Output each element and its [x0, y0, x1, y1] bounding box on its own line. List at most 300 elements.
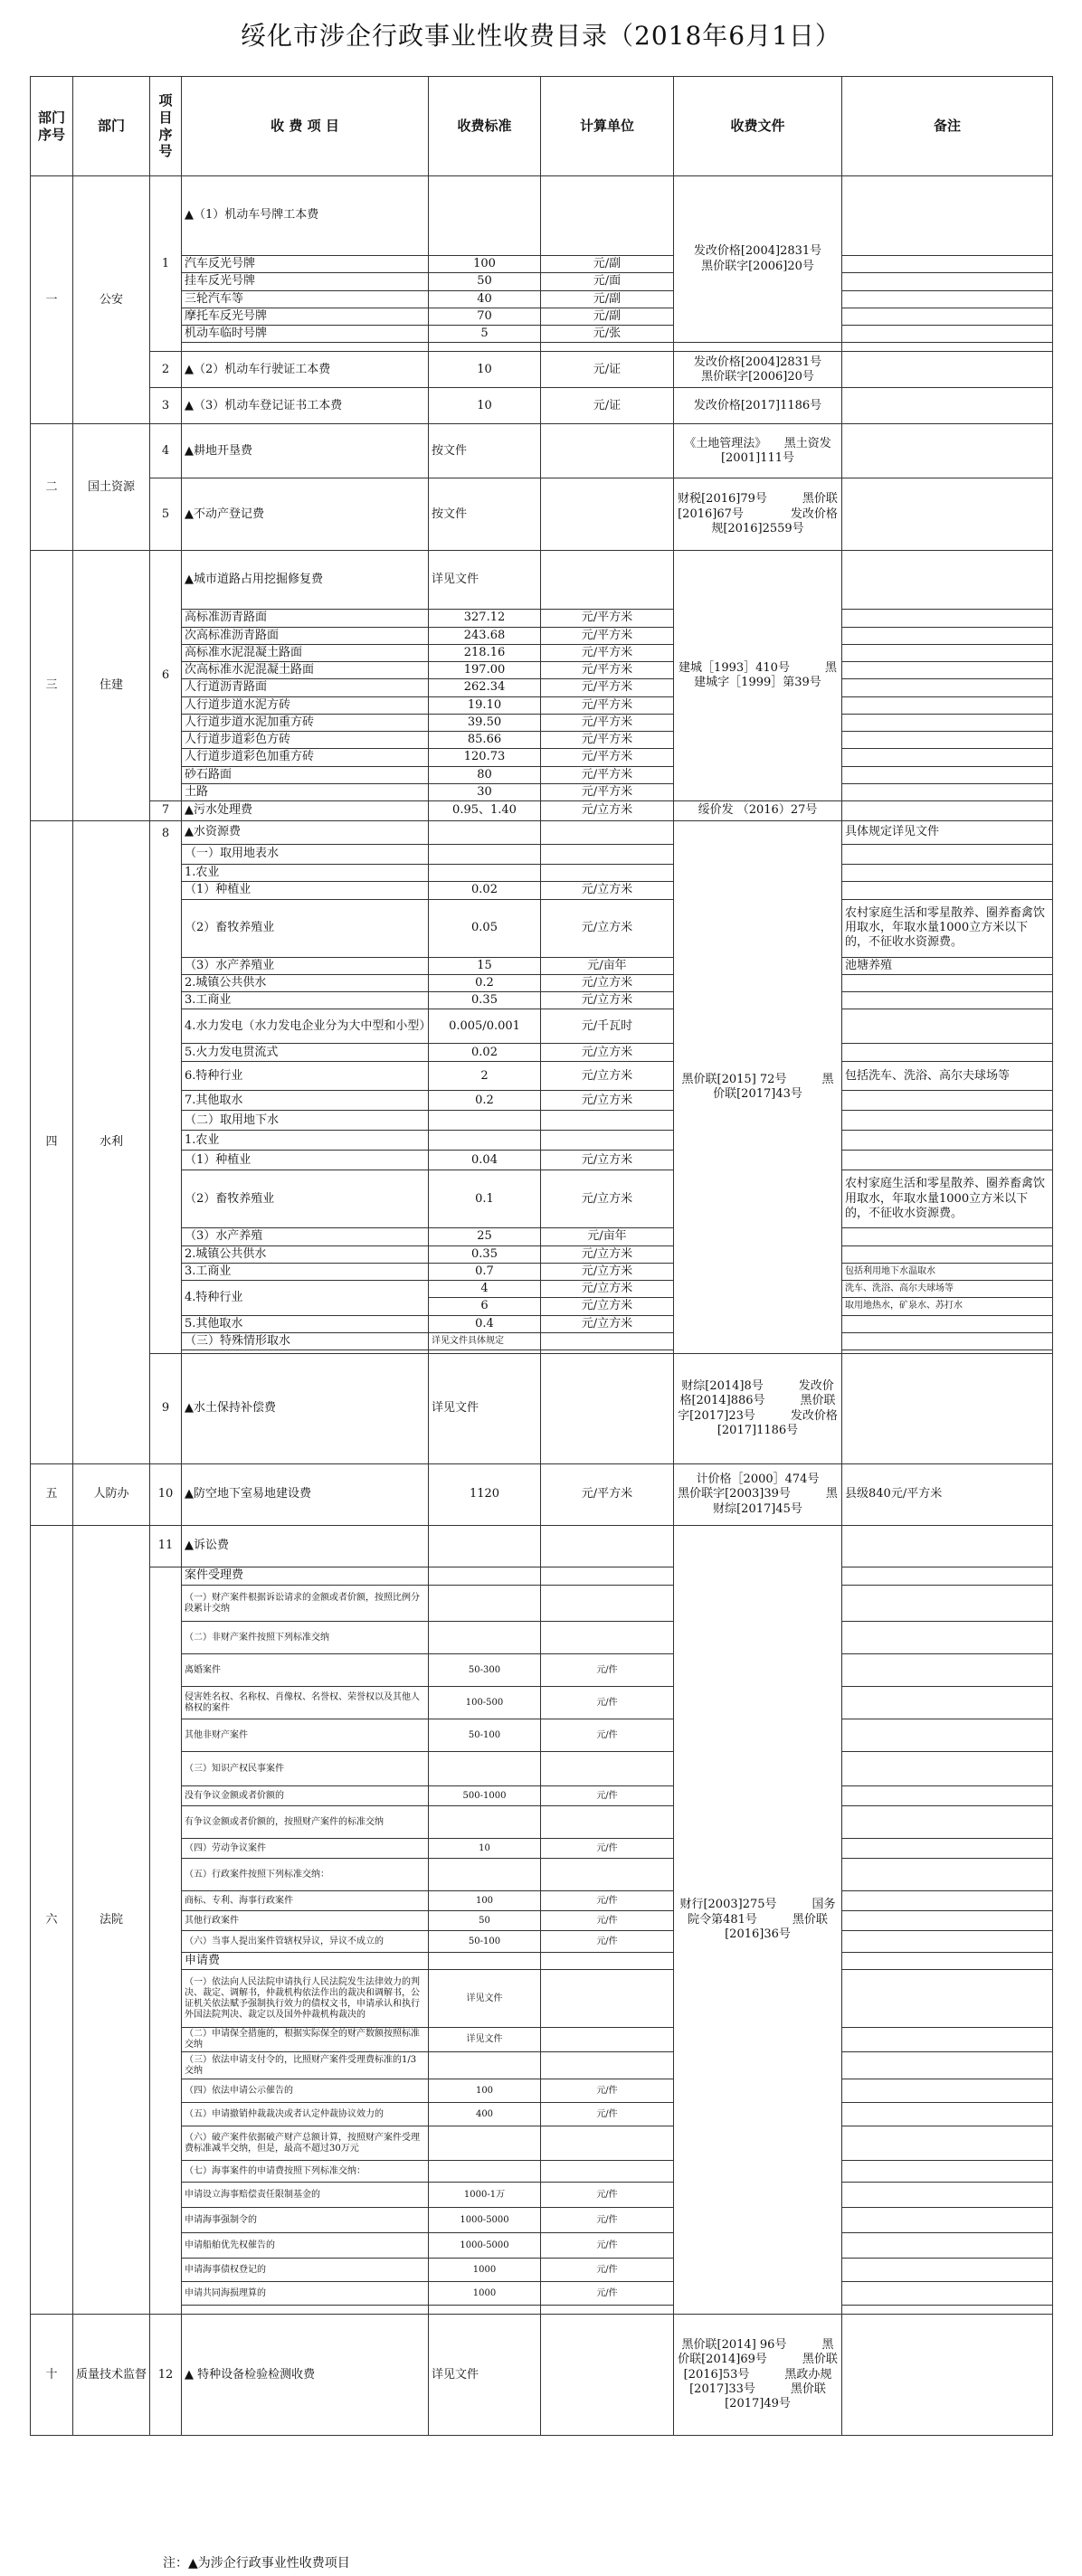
doc-cell: 财综[2014]8号 发改价格[2014]886号 黑价联字[2017]23号 发改价格[2017]1186号 — [674, 1354, 842, 1464]
table-row — [31, 2052, 1053, 2079]
dept-no-cell: 四 — [31, 821, 73, 1464]
table-row — [31, 308, 1053, 325]
item-name-cell: 人行道沥青路面 — [182, 679, 429, 696]
table-row — [31, 1009, 1053, 1044]
table-row — [31, 696, 1053, 714]
unit-cell: 元/平方米 — [541, 714, 674, 731]
standard-cell: 1000 — [429, 2259, 541, 2282]
standard-cell — [429, 2126, 541, 2161]
item-name-cell: 摩托车反光号牌 — [182, 308, 429, 325]
standard-cell: 0.02 — [429, 882, 541, 899]
item-name-cell: 人行道步道彩色方砖 — [182, 732, 429, 749]
header-row — [31, 77, 1053, 176]
unit-cell: 元/平方米 — [541, 627, 674, 644]
item-name-cell: ▲水土保持补偿费 — [182, 1354, 429, 1464]
unit-cell — [541, 1567, 674, 1586]
table-row — [31, 273, 1053, 290]
standard-cell: 120.73 — [429, 749, 541, 766]
note-cell — [842, 1091, 1053, 1111]
unit-cell: 元/平方米 — [541, 732, 674, 749]
note-cell — [842, 1228, 1053, 1245]
item-name-cell: 人行道步道彩色加重方砖 — [182, 749, 429, 766]
unit-cell: 元/立方米 — [541, 1151, 674, 1170]
unit-cell — [541, 845, 674, 865]
standard-cell — [429, 1131, 541, 1151]
item-name-cell: 6.特种行业 — [182, 1062, 429, 1091]
section-water — [31, 821, 1053, 1464]
table-row — [31, 1859, 1053, 1891]
unit-cell: 元/立方米 — [541, 1062, 674, 1091]
standard-cell — [429, 1586, 541, 1622]
table-row — [31, 714, 1053, 731]
standard-cell: 0.95、1.40 — [429, 801, 541, 821]
unit-cell: 元/平方米 — [541, 679, 674, 696]
standard-cell: 10 — [429, 1839, 541, 1859]
standard-cell — [429, 1622, 541, 1654]
standard-cell — [429, 1111, 541, 1131]
standard-cell: 39.50 — [429, 714, 541, 731]
item-name-cell: （2）畜牧养殖业 — [182, 899, 429, 957]
item-name-cell: 人行道步道水泥加重方砖 — [182, 714, 429, 731]
standard-cell — [429, 2161, 541, 2183]
item-name-cell: （三）特殊情形取水 — [182, 1332, 429, 1350]
item-name-cell: 没有争议金额或者价额的 — [182, 1786, 429, 1806]
unit-cell: 元/证 — [541, 388, 674, 424]
standard-cell — [429, 1567, 541, 1586]
item-name-cell: 申请设立海事赔偿责任限制基金的 — [182, 2183, 429, 2208]
item-name-cell: （五）行政案件按照下列标准交纳： — [182, 1859, 429, 1891]
item-no-cell: 6 — [150, 551, 182, 801]
table-row — [31, 2028, 1053, 2052]
standard-cell: 243.68 — [429, 627, 541, 644]
item-name-cell: 申请共同海损理算的 — [182, 2282, 429, 2306]
item-name-cell: 3.工商业 — [182, 992, 429, 1009]
header-unit: 计算单位 — [541, 77, 674, 176]
standard-cell: 80 — [429, 766, 541, 783]
dept-no-cell: 一 — [31, 176, 73, 424]
dept-name-cell: 质量技术监督 — [73, 2315, 150, 2436]
note-cell: 县级840元/平方米 — [842, 1464, 1053, 1526]
standard-cell: 327.12 — [429, 610, 541, 627]
header-standard: 收费标准 — [429, 77, 541, 176]
standard-cell: 详见文件 — [429, 2028, 541, 2052]
note-cell — [842, 865, 1053, 882]
standard-cell: 详见文件 — [429, 1970, 541, 2028]
item-name-cell: 5.火力发电贯流式 — [182, 1044, 429, 1062]
table-row — [31, 1839, 1053, 1859]
doc-cell: 发改价格[2004]2831号 黑价联字[2006]20号 — [674, 352, 842, 388]
dept-name-cell: 法院 — [73, 1526, 150, 2315]
standard-cell — [429, 1859, 541, 1891]
table-row — [31, 551, 1053, 610]
dept-name-cell: 住建 — [73, 551, 150, 821]
item-name-cell: ▲水资源费 — [182, 821, 429, 845]
item-name-cell: （四）劳动争议案件 — [182, 1839, 429, 1859]
dept-no-cell: 二 — [31, 424, 73, 551]
note-cell: 包括利用地下水温取水 — [842, 1263, 1053, 1280]
table-row — [31, 2306, 1053, 2315]
unit-cell: 元/件 — [541, 2103, 674, 2126]
note-cell: 农村家庭生活和零星散养、圈养畜禽饮用取水，年取水量1000立方米以下的，不征收水资源费。 — [842, 899, 1053, 957]
note-cell: 具体规定详见文件 — [842, 821, 1053, 845]
table-row — [31, 1970, 1053, 2028]
page-title: 绥化市涉企行政事业性收费目录（2018年6月1日） — [241, 21, 841, 51]
standard-cell: 50 — [429, 273, 541, 290]
standard-cell: 按文件 — [429, 478, 541, 551]
standard-cell: 50-100 — [429, 1931, 541, 1953]
table-row — [31, 732, 1053, 749]
standard-cell: 0.35 — [429, 992, 541, 1009]
standard-cell: 50 — [429, 1911, 541, 1931]
unit-cell: 元/副 — [541, 256, 674, 273]
unit-cell: 元/件 — [541, 2233, 674, 2259]
note-cell — [842, 845, 1053, 865]
table-row — [31, 2126, 1053, 2161]
item-name-cell: 7.其他取水 — [182, 1091, 429, 1111]
unit-cell: 元/平方米 — [541, 1464, 674, 1526]
item-name-cell: 3.工商业 — [182, 1263, 429, 1280]
item-name-cell: （六）破产案件依据破产财产总额计算，按照财产案件受理费标准减半交纳，但是，最高不超过30万元 — [182, 2126, 429, 2161]
unit-cell: 元/件 — [541, 2259, 674, 2282]
table-row — [31, 1931, 1053, 1953]
table-row — [31, 766, 1053, 783]
doc-cell: 财税[2016]79号 黑价联[2016]67号 发改价格规[2016]2559号 — [674, 478, 842, 551]
item-name-cell: （3）水产养殖业 — [182, 957, 429, 974]
unit-cell: 元/平方米 — [541, 766, 674, 783]
item-name-cell: 4.水力发电（水力发电企业分为大中型和小型） — [182, 1009, 429, 1044]
item-no-cell: 12 — [150, 2315, 182, 2436]
unit-cell: 元/平方米 — [541, 610, 674, 627]
unit-cell: 元/件 — [541, 2282, 674, 2306]
standard-cell: 0.1 — [429, 1170, 541, 1228]
unit-cell: 元/件 — [541, 2208, 674, 2233]
standard-cell: 1120 — [429, 1464, 541, 1526]
table-row — [31, 1151, 1053, 1170]
standard-cell: 1000-5000 — [429, 2208, 541, 2233]
table-row — [31, 1687, 1053, 1719]
unit-cell: 元/立方米 — [541, 899, 674, 957]
table-row — [31, 1245, 1053, 1263]
item-name-cell: 离婚案件 — [182, 1654, 429, 1687]
standard-cell: 15 — [429, 957, 541, 974]
table-row — [31, 1062, 1053, 1091]
section-quality — [31, 2315, 1053, 2436]
dept-no-cell: 三 — [31, 551, 73, 821]
standard-cell: 100-500 — [429, 1687, 541, 1719]
item-name-cell: 机动车临时号牌 — [182, 326, 429, 343]
note-cell — [842, 1245, 1053, 1263]
standard-cell: 25 — [429, 1228, 541, 1245]
item-name-cell: ▲污水处理费 — [182, 801, 429, 821]
item-name-cell: 1.农业 — [182, 1131, 429, 1151]
unit-cell: 元/件 — [541, 1654, 674, 1687]
item-name-cell: （四）依法申请公示催告的 — [182, 2079, 429, 2103]
table-row — [31, 290, 1053, 308]
dept-no-cell: 五 — [31, 1464, 73, 1526]
item-name-cell: 次高标准水泥混凝土路面 — [182, 662, 429, 679]
unit-cell: 元/件 — [541, 1911, 674, 1931]
standard-cell: 0.04 — [429, 1151, 541, 1170]
header-note: 备注 — [842, 77, 1053, 176]
unit-cell: 元/亩年 — [541, 957, 674, 974]
standard-cell: 0.02 — [429, 1044, 541, 1062]
table-row — [31, 352, 1053, 388]
section-land — [31, 424, 1053, 551]
standard-cell: 40 — [429, 290, 541, 308]
item-name-cell: ▲ 特种设备检验检测收费 — [182, 2315, 429, 2436]
item-name-cell: （三）知识产权民事案件 — [182, 1752, 429, 1786]
unit-cell: 元/副 — [541, 308, 674, 325]
note-cell: 包括洗车、洗浴、高尔夫球场等 — [842, 1062, 1053, 1091]
item-name-cell: （3）水产养殖 — [182, 1228, 429, 1245]
table-row — [31, 1752, 1053, 1786]
item-name-cell: 商标、专利、海事行政案件 — [182, 1891, 429, 1911]
standard-cell: 10 — [429, 352, 541, 388]
table-row — [31, 845, 1053, 865]
table-row — [31, 2282, 1053, 2306]
note-cell — [842, 1131, 1053, 1151]
doc-cell: 建城［1993］410号 黑建城字［1999］第39号 — [674, 551, 842, 801]
dept-no-cell: 十 — [31, 2315, 73, 2436]
table-row — [31, 1586, 1053, 1622]
table-row — [31, 865, 1053, 882]
item-no-cell: 4 — [150, 424, 182, 478]
unit-cell — [541, 1752, 674, 1786]
section-court — [31, 1526, 1053, 2315]
item-name-cell: （一）依法向人民法院申请执行人民法院发生法律效力的判决、裁定、调解书，仲裁机构依法作出的裁决和调解书，公证机关依法赋予强制执行效力的债权文书，申请承认和执行外国法院判决、裁定以及国外仲裁机构裁决的 — [182, 1970, 429, 2028]
item-name-cell: （2）畜牧养殖业 — [182, 1170, 429, 1228]
table-row — [31, 478, 1053, 551]
doc-cell: 绥价发 （2016）27号 — [674, 801, 842, 821]
table-row — [31, 679, 1053, 696]
table-row — [31, 627, 1053, 644]
item-no-cell: 5 — [150, 478, 182, 551]
table-row — [31, 1170, 1053, 1228]
item-name-cell: 1.农业 — [182, 865, 429, 882]
fee-table — [30, 76, 1053, 2436]
standard-cell: 0.05 — [429, 899, 541, 957]
unit-cell: 元/亩年 — [541, 1228, 674, 1245]
item-name-cell: （1）种植业 — [182, 1151, 429, 1170]
table-row — [31, 1281, 1053, 1298]
unit-cell: 元/件 — [541, 1891, 674, 1911]
item-no-cell: 3 — [150, 388, 182, 424]
unit-cell — [541, 1953, 674, 1970]
unit-cell: 元/张 — [541, 326, 674, 343]
table-row — [31, 1111, 1053, 1131]
item-name-cell: ▲（3）机动车登记证书工本费 — [182, 388, 429, 424]
standard-cell: 4 — [429, 1281, 541, 1298]
standard-cell: 详见文件 — [429, 2315, 541, 2436]
standard-cell: 85.66 — [429, 732, 541, 749]
standard-cell — [429, 1806, 541, 1839]
unit-cell — [541, 1806, 674, 1839]
item-name-cell: 挂车反光号牌 — [182, 273, 429, 290]
unit-cell: 元/件 — [541, 1786, 674, 1806]
standard-cell — [429, 2052, 541, 2079]
standard-cell: 按文件 — [429, 424, 541, 478]
table-row — [31, 1654, 1053, 1687]
table-row — [31, 974, 1053, 991]
unit-cell — [541, 1859, 674, 1891]
standard-cell: 0.2 — [429, 1091, 541, 1111]
item-name-cell: 侵害姓名权、名称权、肖像权、名誉权、荣誉权以及其他人格权的案件 — [182, 1687, 429, 1719]
item-name-cell: ▲（1）机动车号牌工本费 — [182, 176, 429, 256]
note-cell — [842, 1111, 1053, 1131]
table-row — [31, 1044, 1053, 1062]
note-cell — [842, 974, 1053, 991]
unit-cell: 元/千瓦时 — [541, 1009, 674, 1044]
unit-cell: 元/副 — [541, 290, 674, 308]
standard-cell: 197.00 — [429, 662, 541, 679]
standard-cell: 0.4 — [429, 1315, 541, 1332]
standard-cell: 0.2 — [429, 974, 541, 991]
unit-cell: 元/件 — [541, 1719, 674, 1752]
table-row — [31, 1091, 1053, 1111]
note-cell — [842, 1044, 1053, 1062]
item-no-cell: 1 — [150, 176, 182, 352]
unit-cell: 元/立方米 — [541, 882, 674, 899]
table-row — [31, 2079, 1053, 2103]
unit-cell: 元/面 — [541, 273, 674, 290]
item-no-cell: 7 — [150, 801, 182, 821]
unit-cell: 元/立方米 — [541, 801, 674, 821]
standard-cell: 500-1000 — [429, 1786, 541, 1806]
table-row — [31, 1354, 1053, 1464]
table-row — [31, 1131, 1053, 1151]
item-name-cell: 汽车反光号牌 — [182, 256, 429, 273]
header-item: 收 费 项 目 — [182, 77, 429, 176]
dept-name-cell: 水利 — [73, 821, 150, 1464]
unit-cell: 元/立方米 — [541, 1170, 674, 1228]
item-name-cell: 人行道步道水泥方砖 — [182, 696, 429, 714]
item-name-cell: 高标准沥青路面 — [182, 610, 429, 627]
item-name-cell: ▲诉讼费 — [182, 1526, 429, 1567]
unit-cell — [541, 865, 674, 882]
item-name-cell: ▲城市道路占用挖掘修复费 — [182, 551, 429, 610]
table-row — [31, 1464, 1053, 1526]
table-row — [31, 1228, 1053, 1245]
unit-cell: 元/立方米 — [541, 1281, 674, 1298]
table-row — [31, 2161, 1053, 2183]
item-name-cell: ▲不动产登记费 — [182, 478, 429, 551]
table-row — [31, 256, 1053, 273]
note-cell: 洗车、洗浴、高尔夫球场等 — [842, 1281, 1053, 1298]
header-doc: 收费文件 — [674, 77, 842, 176]
table-row — [31, 1332, 1053, 1350]
doc-cell: 黑价联[2014] 96号 黑价联[2014]69号 黑价联[2016]53号 黑政办规[2017]33号 黑价联[2017]49号 — [674, 2315, 842, 2436]
table-row — [31, 992, 1053, 1009]
unit-cell: 元/件 — [541, 1839, 674, 1859]
table-row — [31, 1911, 1053, 1931]
note-cell: 取用地热水，矿泉水、苏打水 — [842, 1298, 1053, 1315]
standard-cell: 1000 — [429, 2282, 541, 2306]
dept-name-cell: 人防办 — [73, 1464, 150, 1526]
item-name-cell: （二）申请保全措施的，根据实际保全的财产数额按照标准交纳 — [182, 2028, 429, 2052]
standard-cell: 400 — [429, 2103, 541, 2126]
doc-cell: 发改价格[2004]2831号 黑价联字[2006]20号 — [674, 176, 842, 343]
table-row — [31, 957, 1053, 974]
header-item-no: 项目序号 — [150, 77, 182, 176]
table-row — [31, 343, 1053, 352]
unit-cell: 元/立方米 — [541, 1044, 674, 1062]
note-cell: 池塘养殖 — [842, 957, 1053, 974]
item-name-cell: ▲（2）机动车行驶证工本费 — [182, 352, 429, 388]
table-row — [31, 1622, 1053, 1654]
unit-cell: 元/立方米 — [541, 1315, 674, 1332]
standard-cell: 1000-1万 — [429, 2183, 541, 2208]
footnote: 注：▲为涉企行政事业性收费项目 — [163, 2556, 350, 2571]
doc-cell: 计价格［2000］474号 黑价联字[2003]39号 黑财综[2017]45号 — [674, 1464, 842, 1526]
standard-cell: 262.34 — [429, 679, 541, 696]
item-name-cell: ▲防空地下室易地建设费 — [182, 1464, 429, 1526]
standard-cell: 2 — [429, 1062, 541, 1091]
section-police — [31, 176, 1053, 424]
item-name-cell: 砂石路面 — [182, 766, 429, 783]
unit-cell — [541, 2028, 674, 2052]
item-no-cell: 2 — [150, 352, 182, 388]
table-row — [31, 2103, 1053, 2126]
unit-cell: 元/立方米 — [541, 992, 674, 1009]
doc-cell: 黑价联[2015] 72号 黑价联[2017]43号 — [674, 821, 842, 1354]
unit-cell — [541, 1586, 674, 1622]
unit-cell: 元/平方米 — [541, 662, 674, 679]
note-cell — [842, 882, 1053, 899]
header-dept: 部门 — [73, 77, 150, 176]
item-name-cell: 土路 — [182, 783, 429, 800]
note-cell — [842, 1009, 1053, 1044]
standard-cell: 0.35 — [429, 1245, 541, 1263]
standard-cell: 50-300 — [429, 1654, 541, 1687]
item-name-cell: 2.城镇公共供水 — [182, 1245, 429, 1263]
item-name-cell: 5.其他取水 — [182, 1315, 429, 1332]
standard-cell: 详见文件 — [429, 1354, 541, 1464]
table-row — [31, 388, 1053, 424]
unit-cell — [541, 2161, 674, 2183]
unit-cell: 元/件 — [541, 2183, 674, 2208]
table-row — [31, 899, 1053, 957]
unit-cell — [541, 2052, 674, 2079]
unit-cell: 元/立方米 — [541, 1263, 674, 1280]
item-name-cell: （五）申请撤销仲裁裁决或者认定仲裁协议效力的 — [182, 2103, 429, 2126]
table-row — [31, 1891, 1053, 1911]
item-name-cell: 申请船舶优先权催告的 — [182, 2233, 429, 2259]
standard-cell: 218.16 — [429, 644, 541, 661]
item-no-cell: 11 — [150, 1526, 182, 1567]
item-name-cell: （二）取用地下水 — [182, 1111, 429, 1131]
dept-name-cell: 国土资源 — [73, 424, 150, 551]
item-name-cell: （七）海事案件的申请费按照下列标准交纳： — [182, 2161, 429, 2183]
item-name-cell: （六）当事人提出案件管辖权异议，异议不成立的 — [182, 1931, 429, 1953]
unit-cell — [541, 2126, 674, 2161]
table-row — [31, 1526, 1053, 1567]
unit-cell: 元/平方米 — [541, 696, 674, 714]
standard-cell: 详见文件具体规定 — [429, 1332, 541, 1350]
standard-cell: 1000-5000 — [429, 2233, 541, 2259]
dept-name-cell: 公安 — [73, 176, 150, 424]
item-name-cell: （一）取用地表水 — [182, 845, 429, 865]
table-row — [31, 610, 1053, 627]
table-row — [31, 2315, 1053, 2436]
table-row — [31, 2259, 1053, 2282]
standard-cell: 70 — [429, 308, 541, 325]
table-row — [31, 1719, 1053, 1752]
table-row — [31, 801, 1053, 821]
standard-cell: 50-100 — [429, 1719, 541, 1752]
unit-cell: 元/件 — [541, 2079, 674, 2103]
standard-cell: 100 — [429, 2079, 541, 2103]
standard-cell: 0.005/0.001 — [429, 1009, 541, 1044]
